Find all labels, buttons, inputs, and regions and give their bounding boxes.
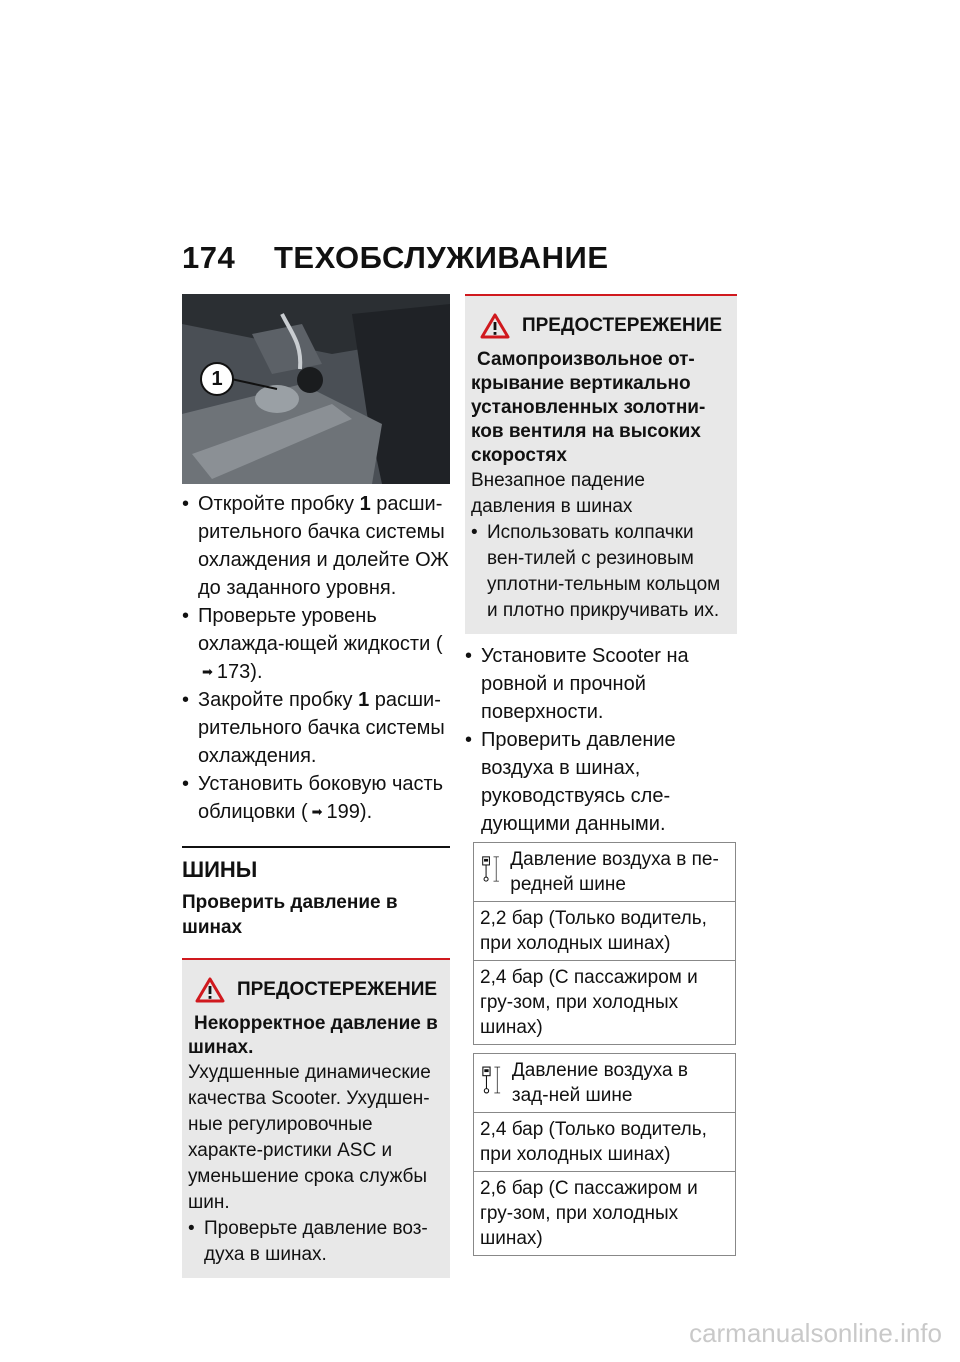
right-steps-list <box>465 642 737 838</box>
table-heading: Давление воздуха в зад-ней шине <box>511 1060 688 1106</box>
subsection-title: Проверить давление в шинах <box>182 892 398 938</box>
front-tire-pressure-table <box>473 842 736 1045</box>
page-title: ТЕХОБСЛУЖИВАНИЕ <box>274 240 609 275</box>
table-row <box>474 1113 736 1172</box>
step-text: ). <box>250 661 263 683</box>
left-steps-list <box>182 490 450 826</box>
warning-body: Внезапное падение давления в шинах <box>471 470 645 517</box>
step-text: Проверьте уровень охлажда-ющей жидкости ( <box>198 605 443 655</box>
list-item <box>182 602 450 686</box>
warning-label: ПРЕДОСТЕРЕЖЕНИЕ <box>521 315 723 336</box>
section-title: ШИНЫ <box>182 846 450 884</box>
warning-header <box>471 312 731 340</box>
coolant-reservoir-photo <box>182 294 450 484</box>
table-heading: Давление воздуха в пе-редней шине <box>510 849 719 895</box>
warning-title: Некорректное давление в шинах. <box>188 1013 438 1058</box>
table-row <box>474 1172 736 1256</box>
table-header-cell <box>474 843 736 902</box>
list-item: • Проверьте давление воз-духа в шинах. <box>188 1216 444 1268</box>
warning-action-list <box>188 1216 444 1268</box>
step-text: расши-рительного бачка системы охлаждения. <box>198 689 445 767</box>
table-header-row <box>474 843 736 902</box>
callout-ref: 1 <box>358 689 370 711</box>
callout-1 <box>200 362 234 396</box>
page-ref-arrow-icon: ➡ <box>311 804 323 819</box>
left-column <box>182 294 450 1278</box>
step-text: Установить боковую часть облицовки ( <box>198 773 444 823</box>
warning-header <box>188 976 444 1004</box>
rear-tire-pressure-table <box>473 1053 736 1256</box>
list-item <box>182 770 450 826</box>
callout-ref: 1 <box>359 493 371 515</box>
warning-action-list <box>471 520 731 624</box>
warning-triangle-icon <box>480 313 510 339</box>
list-item <box>182 490 450 602</box>
callout-label: 1 <box>211 368 223 390</box>
step-text: Откройте пробку <box>198 493 360 515</box>
tire-pressure-gauge-icon <box>480 1058 506 1102</box>
list-item: • Установите Scooter на ровной и прочной поверхности. <box>465 642 737 726</box>
list-item: • Использовать колпачки вен-тилей с резиновым уплотни-тельным кольцом и плотно прикручивать их. <box>471 520 731 624</box>
right-column <box>465 294 737 1256</box>
warning-box-tire-pressure <box>182 958 450 1278</box>
table-row <box>474 902 736 961</box>
page-ref-arrow-icon: ➡ <box>202 664 213 679</box>
list-item <box>182 686 450 770</box>
page-ref-link[interactable]: 199 <box>326 801 360 823</box>
step-text: расши-рительного бачка системы охлаждения и долейте ОЖ до заданного уровня. <box>198 493 449 599</box>
table-header-row <box>474 1054 736 1113</box>
warning-label: ПРЕДОСТЕРЕЖЕНИЕ <box>236 979 438 1000</box>
table-cell: 2,4 бар (С пассажиром и гру-зом, при холодных шинах) <box>474 961 736 1045</box>
page-header <box>182 240 609 276</box>
warning-triangle-icon <box>195 977 225 1003</box>
table-cell: 2,4 бар (Только водитель, при холодных шинах) <box>474 1113 736 1172</box>
table-row <box>474 961 736 1045</box>
table-cell: 2,6 бар (С пассажиром и гру-зом, при холодных шинах) <box>474 1172 736 1256</box>
warning-title: Самопроизвольное от-крывание вертикально установленных золотни-ков вентиля на высоких скоростях <box>471 349 706 466</box>
tire-pressure-gauge-icon <box>480 847 504 891</box>
page-number: 174 <box>182 240 236 275</box>
watermark: carmanualsonline.info <box>689 1318 942 1348</box>
warning-box-valve-cores <box>465 294 737 634</box>
list-item: • Проверить давление воздуха в шинах, руководствуясь сле-дующими данными. <box>465 726 737 838</box>
table-cell: 2,2 бар (Только водитель, при холодных шинах) <box>474 902 736 961</box>
warning-body: Ухудшенные динамические качества Scooter. Ухудшен-ные регулировочные характе-ристики ASC и уменьшение срока службы шин. <box>188 1062 431 1213</box>
page-ref-link[interactable]: 173 <box>216 661 251 683</box>
step-text: ). <box>359 801 373 823</box>
table-header-cell <box>474 1054 736 1113</box>
step-text: Закройте пробку <box>198 689 359 711</box>
